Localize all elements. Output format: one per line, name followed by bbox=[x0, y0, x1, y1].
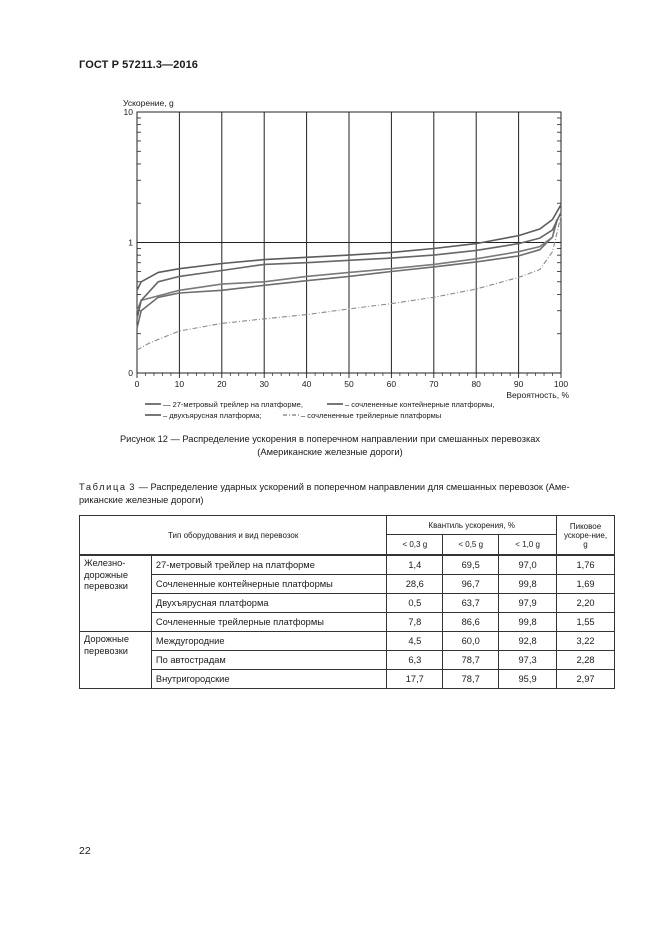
value-cell: 1,76 bbox=[557, 555, 615, 575]
group-cell-road: Дорожные перевозки bbox=[80, 632, 152, 689]
table-row bbox=[80, 613, 615, 632]
row-label: Междугородние bbox=[151, 632, 386, 651]
group-cell-rail: Железно-дорожные перевозки bbox=[80, 555, 152, 632]
value-cell: 4,5 bbox=[387, 632, 443, 651]
figure-caption-line1: Рисунок 12 — Распределение ускорения в поперечном направлении при смешанных перевозках bbox=[119, 434, 541, 444]
figure-caption-line2: (Американские железные дороги) bbox=[257, 446, 403, 457]
x-tick-label: 90 bbox=[513, 379, 524, 389]
row-label: Сочлененные трейлерные платформы bbox=[151, 613, 386, 632]
document-header: ГОСТ Р 57211.3—2016 bbox=[79, 59, 199, 71]
table-row bbox=[80, 594, 615, 613]
table-row bbox=[80, 575, 615, 594]
column-header-lt10: < 1,0 g bbox=[499, 535, 557, 556]
value-cell: 28,6 bbox=[387, 575, 443, 594]
column-header-lt03: < 0,3 g bbox=[387, 535, 443, 556]
row-label: 27-метровый трейлер на платформе bbox=[151, 555, 386, 575]
chart-legend bbox=[145, 400, 494, 420]
x-tick-label: 0 bbox=[134, 379, 140, 389]
column-header-type: Тип оборудования и вид перевозок bbox=[80, 516, 387, 556]
x-axis-label: Вероятность, % bbox=[506, 390, 569, 400]
value-cell: 0,5 bbox=[387, 594, 443, 613]
acceleration-chart bbox=[0, 0, 661, 430]
row-label: Двухъярусная платформа bbox=[151, 594, 386, 613]
series-line bbox=[137, 221, 557, 328]
value-cell: 97,3 bbox=[499, 651, 557, 670]
value-cell: 99,8 bbox=[499, 575, 557, 594]
column-header-lt05: < 0,5 g bbox=[443, 535, 499, 556]
x-tick-label: 10 bbox=[174, 379, 185, 389]
value-cell: 1,4 bbox=[387, 555, 443, 575]
legend-label: — 27-метровый трейлер на платформе, bbox=[163, 400, 303, 409]
value-cell: 78,7 bbox=[443, 651, 499, 670]
x-tick-label: 100 bbox=[553, 379, 569, 389]
x-tick-label: 60 bbox=[386, 379, 397, 389]
value-cell: 78,7 bbox=[443, 670, 499, 689]
table-label: Таблица bbox=[79, 482, 127, 492]
table-title-text2: риканские железные дороги) bbox=[79, 494, 204, 505]
value-cell: 92,8 bbox=[499, 632, 557, 651]
value-cell: 6,3 bbox=[387, 651, 443, 670]
y-tick-label: 0 bbox=[128, 368, 133, 378]
table-row bbox=[80, 651, 615, 670]
acceleration-table bbox=[79, 515, 615, 689]
value-cell: 17,7 bbox=[387, 670, 443, 689]
value-cell: 2,97 bbox=[557, 670, 615, 689]
value-cell: 69,5 bbox=[443, 555, 499, 575]
value-cell: 97,0 bbox=[499, 555, 557, 575]
legend-label: – сочлененные трейлерные платформы bbox=[301, 411, 442, 420]
series-line bbox=[137, 220, 557, 311]
table-number: 3 bbox=[129, 482, 137, 492]
figure-caption bbox=[60, 433, 600, 458]
value-cell: 60,0 bbox=[443, 632, 499, 651]
column-header-quantile: Квантиль ускорения, % bbox=[387, 516, 557, 535]
x-tick-label: 30 bbox=[259, 379, 269, 389]
value-cell: 96,7 bbox=[443, 575, 499, 594]
value-cell: 97,9 bbox=[499, 594, 557, 613]
x-tick-label: 80 bbox=[471, 379, 481, 389]
value-cell: 1,69 bbox=[557, 575, 615, 594]
table-row bbox=[80, 555, 615, 575]
legend-label: – сочлененные контейнерные платформы, bbox=[345, 400, 495, 409]
value-cell: 95,9 bbox=[499, 670, 557, 689]
x-tick-label: 40 bbox=[301, 379, 312, 389]
y-tick-label: 10 bbox=[123, 107, 133, 117]
table-title bbox=[79, 481, 601, 506]
table-row bbox=[80, 670, 615, 689]
x-tick-label: 50 bbox=[344, 379, 354, 389]
row-label: По автострадам bbox=[151, 651, 386, 670]
plot-area bbox=[124, 107, 570, 400]
value-cell: 7,8 bbox=[387, 613, 443, 632]
y-axis-label: Ускорение, g bbox=[123, 98, 174, 108]
x-tick-label: 70 bbox=[429, 379, 439, 389]
value-cell: 86,6 bbox=[443, 613, 499, 632]
value-cell: 63,7 bbox=[443, 594, 499, 613]
x-tick-label: 20 bbox=[217, 379, 227, 389]
value-cell: 99,8 bbox=[499, 613, 557, 632]
table-title-text: — Распределение ударных ускорений в поперечном направлении для смешанных перевозок (Аме- bbox=[138, 482, 570, 492]
table-row bbox=[80, 632, 615, 651]
column-header-peak: Пиковое ускоре-ние, g bbox=[557, 516, 615, 556]
legend-label: – двухъярусная платформа; bbox=[163, 411, 262, 420]
page-number: 22 bbox=[79, 845, 91, 857]
value-cell: 2,28 bbox=[557, 651, 615, 670]
value-cell: 1,55 bbox=[557, 613, 615, 632]
value-cell: 2,20 bbox=[557, 594, 615, 613]
y-tick-label: 1 bbox=[128, 237, 133, 248]
value-cell: 3,22 bbox=[557, 632, 615, 651]
row-label: Внутригородские bbox=[151, 670, 386, 689]
row-label: Сочлененные контейнерные платформы bbox=[151, 575, 386, 594]
